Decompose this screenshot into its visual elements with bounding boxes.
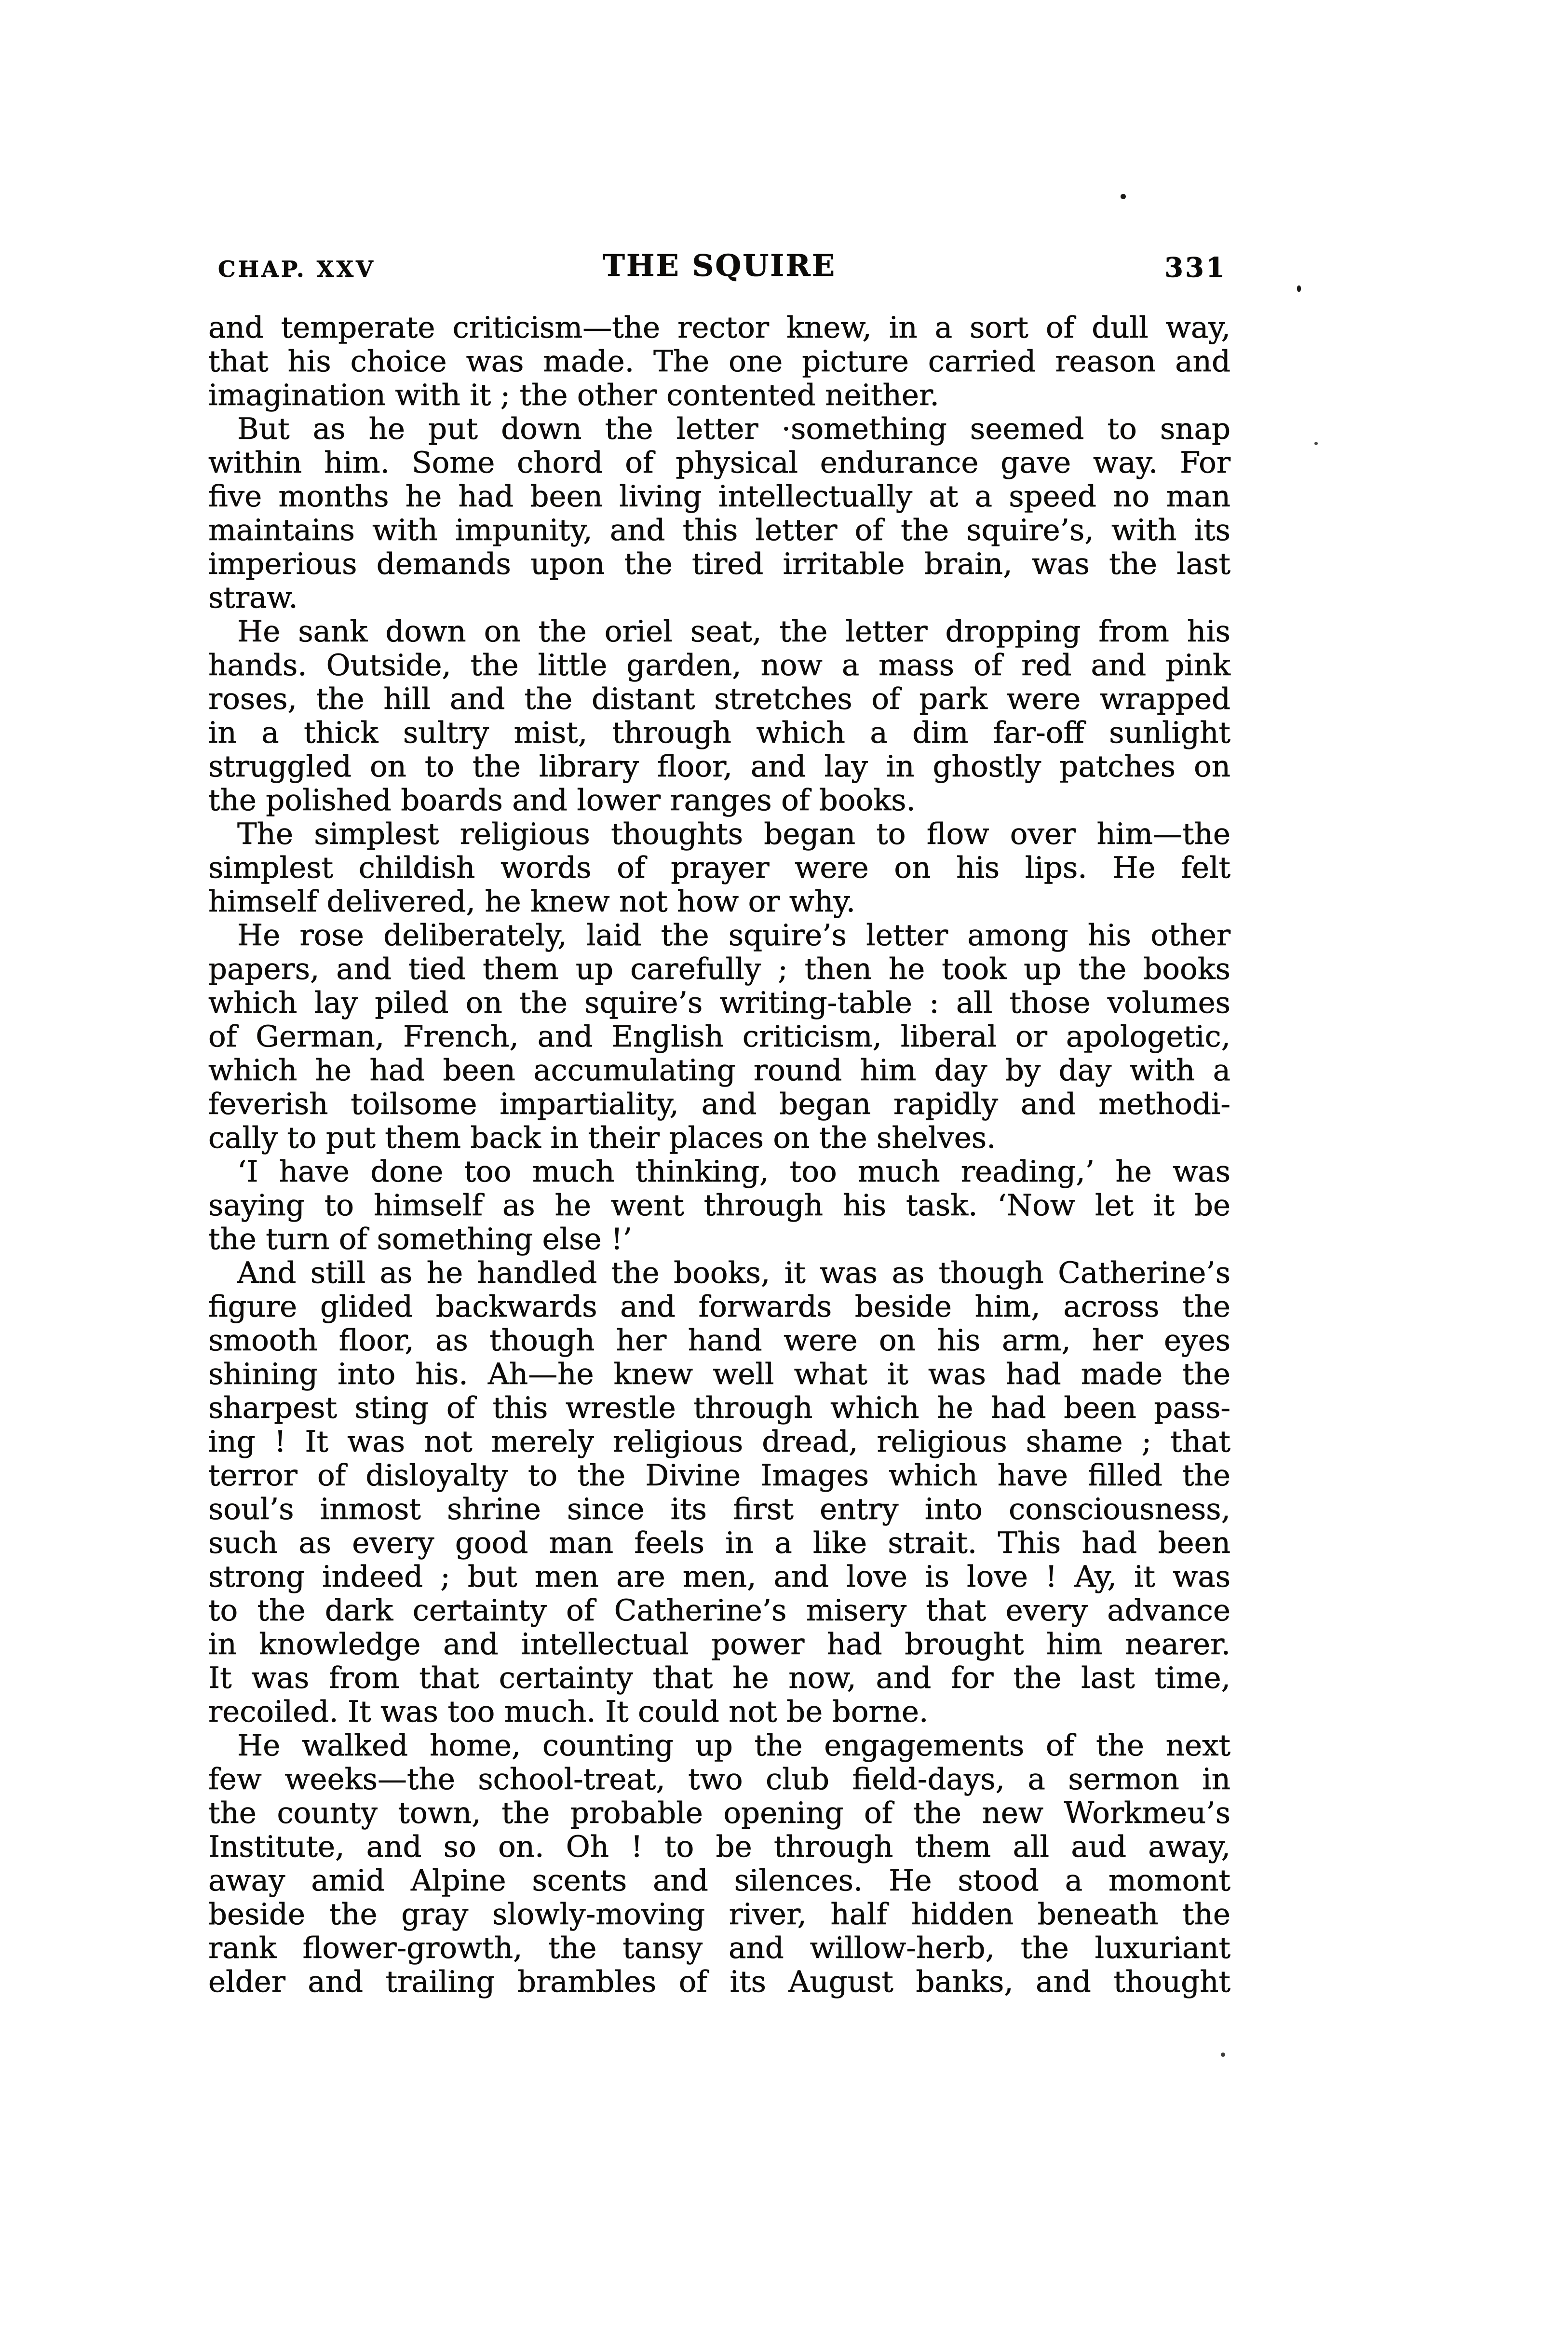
text-line: Institute, and so on. Oh ! to be through them all aud away, [208, 1830, 1230, 1864]
text-line: himself delivered, he knew not how or why. [208, 884, 856, 919]
text-line: simplest childish words of prayer were on his lips. He felt [208, 851, 1230, 885]
text-line: saying to himself as he went through his task. ‘Now let it be [208, 1188, 1230, 1223]
text-line: the turn of something else !’ [208, 1222, 632, 1256]
text-line: strong indeed ; but men are men, and love is love ! Ay, it was [208, 1560, 1230, 1594]
text-line: maintains with impunity, and this letter of the squire’s, with its [208, 513, 1230, 547]
text-line: shining into his. Ah—he knew well what it was had made the [208, 1357, 1230, 1391]
text-line: ‘I have done too much thinking, too much reading,’ he was [237, 1155, 1230, 1189]
text-line: which lay piled on the squire’s writing-table : all those volumes [208, 986, 1230, 1020]
text-line: ing ! It was not merely religious dread, religious shame ; that [208, 1425, 1230, 1459]
text-line: rank flower-growth, the tansy and willow-herb, the luxuriant [208, 1931, 1230, 1965]
paragraph [208, 615, 1230, 817]
scan-speck [1121, 194, 1126, 199]
text-line: But as he put down the letter ·something seemed to snap [237, 412, 1230, 446]
text-line: within him. Some chord of physical endurance gave way. For [208, 446, 1230, 480]
text-line: five months he had been living intellectually at a speed no man [208, 479, 1230, 514]
text-line: sharpest sting of this wrestle through which he had been pass- [208, 1391, 1230, 1425]
text-line: to the dark certainty of Catherine’s misery that every advance [208, 1593, 1230, 1628]
text-line: which he had been accumulating round him day by day with a [208, 1053, 1230, 1088]
body-text [208, 311, 1230, 1999]
text-line: and temperate criticism—the rector knew, in a sort of dull way, [208, 311, 1230, 345]
running-title: THE SQUIRE [602, 248, 837, 283]
text-line: the county town, the probable opening of the new Workmeu’s [208, 1796, 1230, 1830]
text-line: straw. [208, 581, 298, 615]
text-line: in a thick sultry mist, through which a dim far-off sunlight [208, 716, 1230, 750]
text-line: soul’s inmost shrine since its first entry into consciousness, [208, 1492, 1230, 1526]
scan-speck [1297, 286, 1301, 292]
chapter-label: CHAP. XXV [218, 256, 376, 282]
text-line: imperious demands upon the tired irritable brain, was the last [208, 547, 1230, 581]
paragraph [208, 311, 1230, 412]
text-line: that his choice was made. The one picture carried reason and [208, 344, 1230, 379]
text-line: papers, and tied them up carefully ; then he took up the books [208, 952, 1230, 986]
paragraph [208, 919, 1230, 1155]
paragraph [208, 1729, 1230, 1999]
text-line: figure glided backwards and forwards beside him, across the [208, 1290, 1230, 1324]
paragraph [208, 1155, 1230, 1256]
text-line: And still as he handled the books, it was as though Catherine’s [237, 1256, 1230, 1290]
text-line: He sank down on the oriel seat, the letter dropping from his [237, 614, 1230, 649]
paragraph [208, 817, 1230, 919]
text-line: beside the gray slowly-moving river, half hidden beneath the [208, 1897, 1230, 1931]
text-line: of German, French, and English criticism, liberal or apologetic, [208, 1020, 1230, 1054]
text-line: roses, the hill and the distant stretches of park were wrapped [208, 682, 1230, 716]
scan-speck [1314, 442, 1318, 445]
paragraph [208, 1256, 1230, 1729]
scan-speck [1221, 2053, 1225, 2057]
text-line: It was from that certainty that he now, and for the last time, [208, 1661, 1230, 1695]
text-line: cally to put them back in their places on the shelves. [208, 1121, 996, 1155]
text-line: feverish toilsome impartiality, and began rapidly and methodi- [208, 1087, 1230, 1121]
text-line: the polished boards and lower ranges of books. [208, 783, 916, 817]
page-number: 331 [1164, 252, 1227, 284]
text-line: He walked home, counting up the engagements of the next [237, 1728, 1230, 1763]
text-line: smooth floor, as though her hand were on his arm, her eyes [208, 1323, 1230, 1358]
text-line: away amid Alpine scents and silences. He stood a momont [208, 1863, 1230, 1898]
text-line: struggled on to the library floor, and lay in ghostly patches on [208, 749, 1230, 784]
text-line: such as every good man feels in a like strait. This had been [208, 1526, 1230, 1560]
text-line: recoiled. It was too much. It could not be borne. [208, 1695, 929, 1729]
paragraph [208, 412, 1230, 615]
text-line: imagination with it ; the other contented neither. [208, 378, 939, 412]
text-line: The simplest religious thoughts began to flow over him—the [237, 817, 1230, 851]
text-line: elder and trailing brambles of its August banks, and thought [208, 1965, 1230, 1999]
text-line: He rose deliberately, laid the squire’s letter among his other [237, 918, 1230, 952]
text-line: in knowledge and intellectual power had brought him nearer. [208, 1627, 1230, 1661]
text-line: terror of disloyalty to the Divine Images which have filled the [208, 1458, 1230, 1493]
text-line: hands. Outside, the little garden, now a mass of red and pink [208, 648, 1230, 682]
text-line: few weeks—the school-treat, two club field-days, a sermon in [208, 1762, 1230, 1796]
